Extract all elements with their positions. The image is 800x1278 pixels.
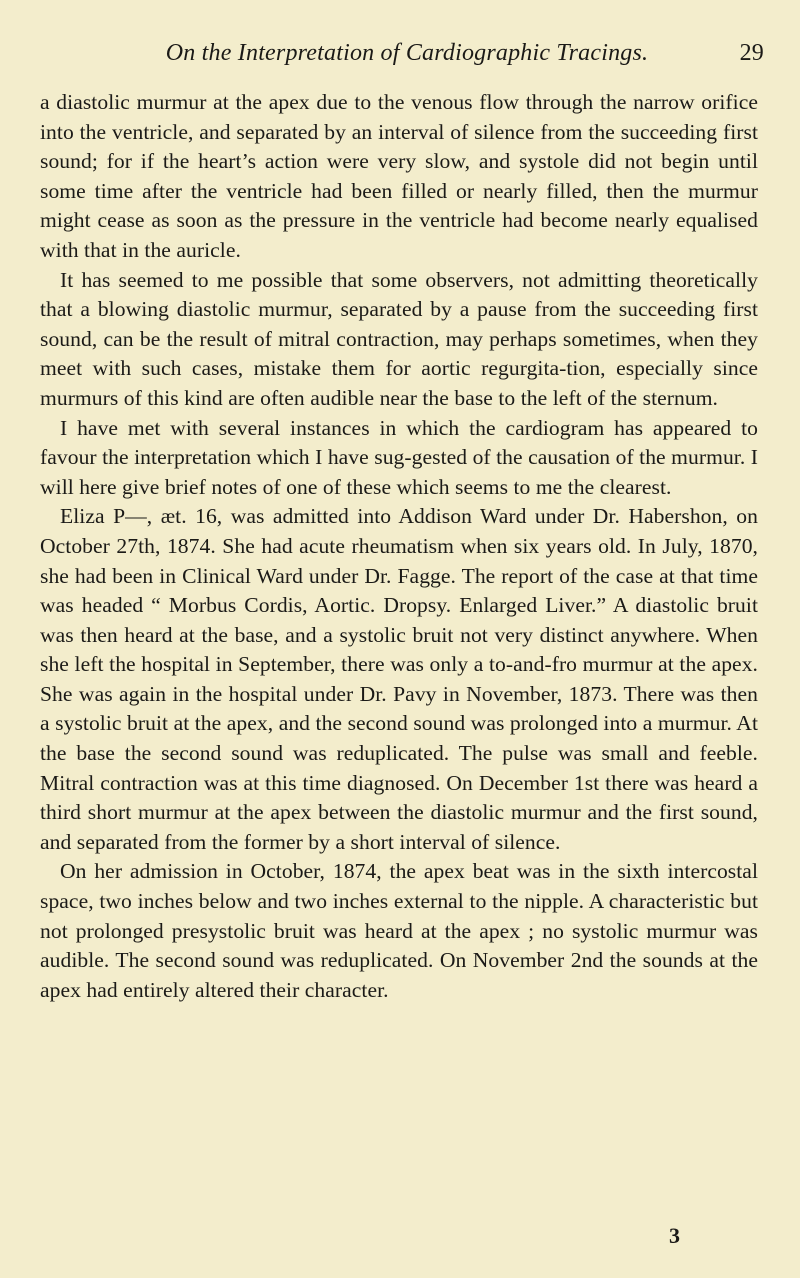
body-text bbox=[40, 88, 758, 1005]
signature-mark: 3 bbox=[669, 1223, 680, 1248]
running-title: On the Interpretation of Cardiographic Tracings. bbox=[165, 40, 649, 66]
paragraph: It has seemed to me possible that some observers, not admitting theoretically that a blowing diastolic murmur, separated by a pause from the succeeding first sound, can be the result of mitral contraction, may perhaps sometimes, when they meet with such cases, mistake them for aortic regurgita-tion, especially since murmurs of this kind are often audible near the base to the left of the sternum. bbox=[40, 267, 758, 410]
page-number: 29 bbox=[739, 40, 764, 66]
paragraph: a diastolic murmur at the apex due to the venous flow through the narrow orifice into the ventricle, and separated by an interval of silence from the succeeding first sound; for if the heart’s action were very slow, and systole did not begin until some time after the ventricle had been filled or nearly filled, then the murmur might cease as soon as the pressure in the ventricle had become nearly equalised with that in the auricle. bbox=[40, 90, 758, 262]
paragraph: Eliza P—, æt. 16, was admitted into Addison Ward under Dr. Habershon, on October 27th, 1874. She had acute rheumatism when six years old. In July, 1870, she had been in Clinical Ward under Dr. Fagge. The report of the case at that time was headed “ Morbus Cordis, Aortic. Dropsy. Enlarged Liver.” A diastolic bruit was then heard at the base, and a systolic bruit not very distinct anywhere. When she left the hospital in September, there was only a to-and-fro murmur at the apex. She was again in the hospital under Dr. Pavy in November, 1873. There was then a systolic bruit at the apex, and the second sound was prolonged into a murmur. At the base the second sound was reduplicated. The pulse was small and feeble. Mitral contraction was at this time diagnosed. On December 1st there was heard a third short murmur at the apex between the diastolic murmur and the first sound, and separated from the former by a short interval of silence. bbox=[40, 504, 758, 854]
paragraph: I have met with several instances in which the cardiogram has appeared to favour the interpretation which I have sug-gested of the causation of the murmur. I will here give brief notes of one of these which seems to me the clearest. bbox=[40, 415, 758, 499]
book-page bbox=[40, 40, 764, 1005]
running-header bbox=[40, 40, 764, 76]
paragraph: On her admission in October, 1874, the apex beat was in the sixth intercostal space, two inches below and two inches external to the nipple. A characteristic but not prolonged presystolic bruit was heard at the apex ; no systolic murmur was audible. The second sound was reduplicated. On November 2nd the sounds at the apex had entirely altered their character. bbox=[40, 859, 758, 1002]
